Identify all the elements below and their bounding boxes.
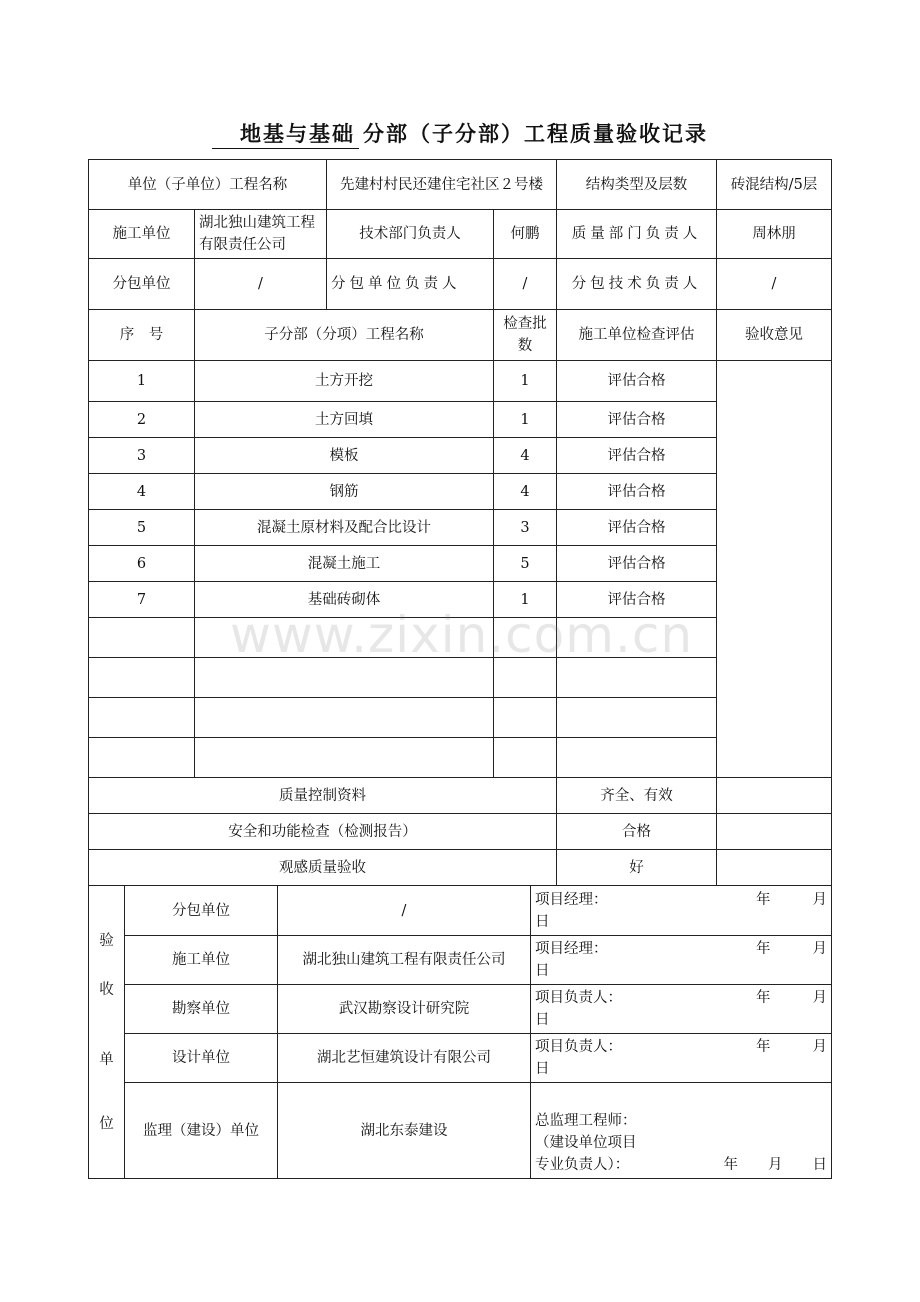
group-char: 单 [99, 1051, 114, 1068]
item-name: 土方开挖 [195, 361, 494, 402]
acc-unit-supervision: 监理（建设）单位 [125, 1083, 278, 1179]
watermark: www.zixin.com.cn [230, 606, 694, 664]
check-row [89, 778, 832, 814]
item-eval: 评估合格 [557, 546, 717, 582]
item-batch: 1 [494, 402, 557, 438]
group-char: 收 [99, 981, 114, 998]
acc-name: 湖北艺恒建筑设计有限公司 [278, 1034, 531, 1083]
acc-role: 项目负责人： [535, 990, 622, 1006]
item-batch: 3 [494, 510, 557, 546]
construction-unit-label: 施工单位 [89, 210, 195, 259]
col-batch: 检查批数 [494, 310, 557, 361]
acc-unit: 施工单位 [125, 936, 278, 985]
item-seq: 7 [89, 582, 195, 618]
check-label: 质量控制资料 [89, 778, 557, 814]
item-batch: 4 [494, 438, 557, 474]
check-row [89, 850, 832, 886]
item-eval: 评估合格 [557, 361, 717, 402]
tech-head-label: 技术部门负责人 [327, 210, 494, 259]
acc-sign: 项目负责人： 年 月 日 [531, 1034, 832, 1083]
acc-role: 项目负责人： [535, 1039, 622, 1055]
subcontract-tech-label: 分包技术负责人 [557, 259, 717, 310]
item-batch: 4 [494, 474, 557, 510]
group-char: 位 [99, 1115, 114, 1132]
col-name: 子分部（分项）工程名称 [195, 310, 494, 361]
subcontract-unit-label: 分包单位 [89, 259, 195, 310]
unit-name-value: 先建村村民还建住宅社区２号楼 [327, 160, 557, 210]
item-eval: 评估合格 [557, 582, 717, 618]
acc-unit: 设计单位 [125, 1034, 278, 1083]
opinion-cell [717, 361, 832, 778]
item-seq: 5 [89, 510, 195, 546]
item-batch: 1 [494, 582, 557, 618]
acc-sign: 项目经理： 年 月 日 [531, 886, 832, 936]
construction-unit-value: 湖北独山建筑工程有限责任公司 [195, 210, 327, 259]
item-name: 钢筋 [195, 474, 494, 510]
acc-sign: 项目负责人： 年 月 日 [531, 985, 832, 1034]
item-name: 基础砖砌体 [195, 582, 494, 618]
quality-head-value: 周林朋 [717, 210, 832, 259]
item-name: 模板 [195, 438, 494, 474]
structure-value: 砖混结构/5层 [717, 160, 832, 210]
tech-head-value: 何鹏 [494, 210, 557, 259]
acc-unit: 勘察单位 [125, 985, 278, 1034]
col-opinion: 验收意见 [717, 310, 832, 361]
item-seq: 3 [89, 438, 195, 474]
page-title [0, 118, 920, 149]
chief-supervisor-label: 总监理工程师： [535, 1113, 637, 1129]
check-value: 合格 [557, 814, 717, 850]
check-label: 安全和功能检查（检测报告） [89, 814, 557, 850]
acc-role: 项目经理： [535, 891, 608, 908]
unit-name-label: 单位（子单位）工程名称 [89, 160, 327, 210]
check-label: 观感质量验收 [89, 850, 557, 886]
item-seq: 4 [89, 474, 195, 510]
acc-role: 项目经理： [535, 941, 608, 957]
title-suffix: 分部（子分部）工程质量验收记录 [363, 122, 708, 146]
title-prefix: 地基与基础 [212, 118, 359, 149]
acc-name: 湖北独山建筑工程有限责任公司 [278, 936, 531, 985]
quality-head-label: 质量部门负责人 [557, 210, 717, 259]
item-eval: 评估合格 [557, 438, 717, 474]
acc-name-supervision: 湖北东泰建设 [278, 1083, 531, 1179]
item-seq: 2 [89, 402, 195, 438]
acc-sign-supervision: 总监理工程师： （建设单位项目 专业负责人）： 年 月 日 [531, 1083, 832, 1179]
check-value: 齐全、有效 [557, 778, 717, 814]
acc-name: 武汉勘察设计研究院 [278, 985, 531, 1034]
item-eval: 评估合格 [557, 474, 717, 510]
item-batch: 1 [494, 361, 557, 402]
col-seq: 序 号 [89, 310, 195, 361]
item-eval: 评估合格 [557, 402, 717, 438]
subcontract-head-value: / [494, 259, 557, 310]
acc-unit: 分包单位 [125, 886, 278, 936]
acc-sign: 项目经理： 年 月 日 [531, 936, 832, 985]
subcontract-head-label: 分包单位负责人 [327, 259, 494, 310]
group-char: 验 [99, 932, 114, 949]
check-value: 好 [557, 850, 717, 886]
col-eval: 施工单位检查评估 [557, 310, 717, 361]
acceptance-table [88, 885, 832, 1179]
record-table [88, 159, 832, 886]
item-name: 混凝土原材料及配合比设计 [195, 510, 494, 546]
item-eval: 评估合格 [557, 510, 717, 546]
table-row [89, 361, 832, 402]
structure-label: 结构类型及层数 [557, 160, 717, 210]
acceptance-group-label [89, 886, 125, 1179]
item-seq: 1 [89, 361, 195, 402]
subcontract-unit-value: / [195, 259, 327, 310]
item-batch: 5 [494, 546, 557, 582]
subcontract-tech-value: / [717, 259, 832, 310]
check-row [89, 814, 832, 850]
item-name: 土方回填 [195, 402, 494, 438]
item-seq: 6 [89, 546, 195, 582]
item-name: 混凝土施工 [195, 546, 494, 582]
acc-name: / [278, 886, 531, 936]
